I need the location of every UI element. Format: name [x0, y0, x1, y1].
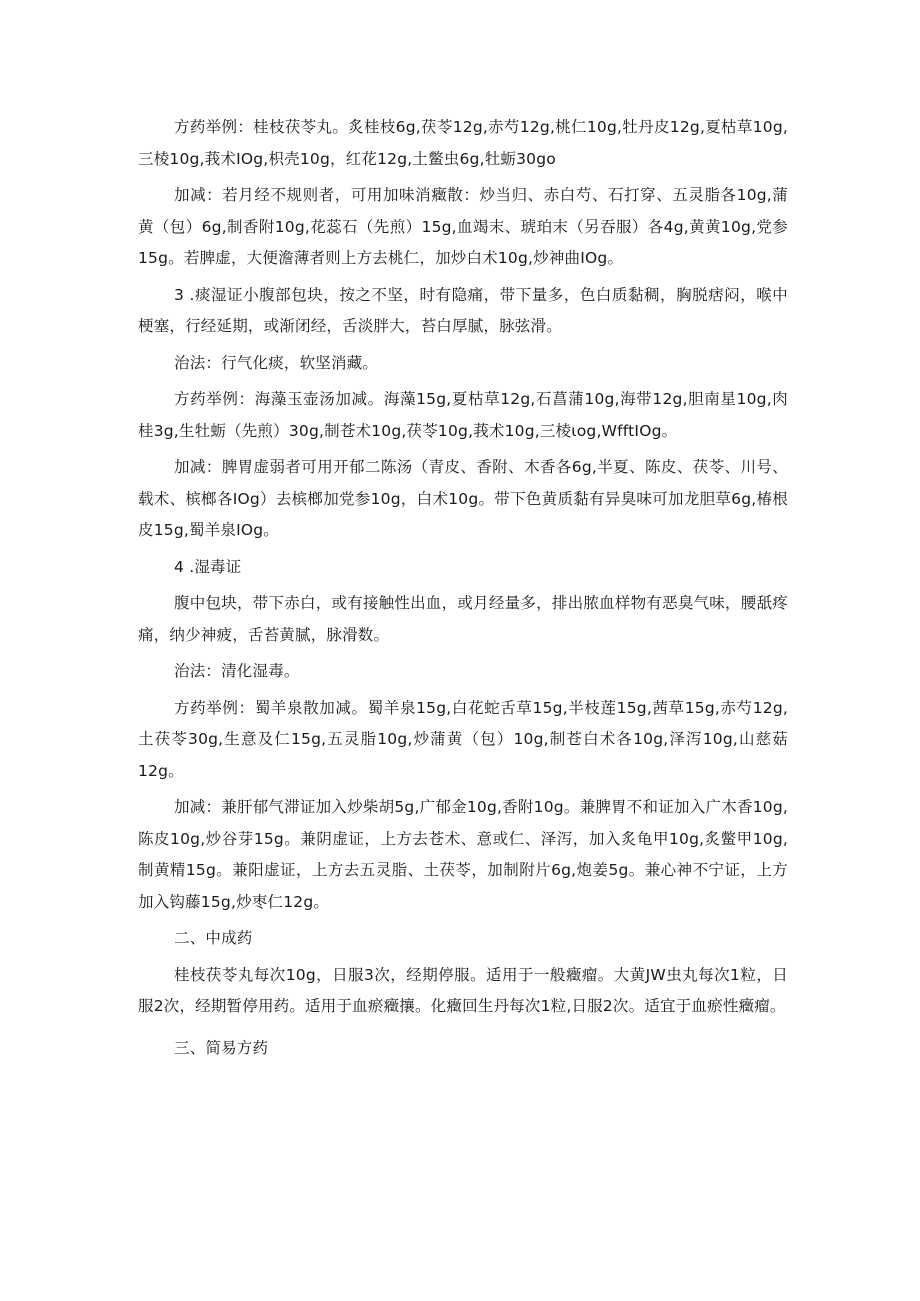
- section-heading-simple-formulas: 三、简易方药: [174, 1038, 269, 1057]
- paragraph-phlegm-damp-syndrome: 3 .痰湿证小腹部包块，按之不坚，时有隐痛，带下量多，色白质黏稠，胸脱痞闷，喉中梗塞，行经延期，或渐闭经，舌淡胖大，苔白厚腻，脉弦滑。: [138, 285, 788, 335]
- paragraph-modification-3: 加减：兼肝郁气滞证加入炒柴胡5g,广郁金10g,香附10g。兼脾胃不和证加入广木香10g,陈皮10g,炒谷芽15g。兼阴虚证，上方去苍术、意或仁、泽泻，加入炙龟甲10g,炙鳖甲10g,制黄精15g。兼阳虚证，上方去五灵脂、土茯苓，加制附片6g,炮姜5g。兼心神不宁证，上方加入钩藤15g,炒枣仁12g。: [138, 798, 788, 911]
- paragraph-treatment-method-1: 治法：行气化痰，软坚消藏。: [174, 353, 379, 372]
- paragraph-formula-example-2: 方药举例：海藻玉壶汤加减。海藻15g,夏枯草12g,石菖蒲10g,海带12g,胆南星10g,肉桂3g,生牡蛎（先煎）30g,制苍术10g,茯苓10g,莪术10g,三棱ιog,WfftIOg。: [138, 390, 788, 440]
- paragraph-damp-toxin-heading: 4 .湿毒证: [174, 557, 242, 576]
- paragraph-treatment-method-2: 治法：清化湿毒。: [174, 662, 300, 680]
- paragraph-damp-toxin-symptoms: 腹中包块，带下赤白，或有接触性出血，或月经量多，排出脓血样物有恶臭气味，腰舐疼痛，纳少神疲，舌苔黄腻，脉滑数。: [138, 594, 788, 644]
- paragraph-formula-example-1: 方药举例：桂枝茯苓丸。炙桂枝6g,茯苓12g,赤芍12g,桃仁10g,牡丹皮12g,夏枯草10g,三棱10g,莪术IOg,枳壳10g，红花12g,土鳖虫6g,牡蛎30go: [138, 118, 788, 168]
- paragraph-modification-2: 加减：脾胃虚弱者可用开郁二陈汤（青皮、香附、木香各6g,半夏、陈皮、茯苓、川号、载术、槟榔各IOg）去槟榔加党参10g，白术10g。带下色黄质黏有异臭味可加龙胆草6g,椿根皮15g,蜀羊泉IOg。: [138, 458, 788, 539]
- document-page: [138, 112, 788, 1064]
- section-heading-patent-medicine: 二、中成药: [174, 929, 253, 947]
- paragraph-patent-medicine: 桂枝茯苓丸每次10g，日服3次，经期停服。适用于一般癥瘤。大黄JW虫丸每次1粒，日服2次，经期暂停用药。适用于血瘀癥攘。化癥回生丹每次1粒,日服2次。适宜于血瘀性癥瘤。: [138, 965, 788, 1015]
- paragraph-formula-example-3: 方药举例：蜀羊泉散加减。蜀羊泉15g,白花蛇舌草15g,半枝莲15g,茜草15g,赤芍12g,土茯苓30g,生意及仁15g,五灵脂10g,炒蒲黄（包）10g,制苍白术各10g,泽泻10g,山慈菇12g。: [138, 698, 788, 780]
- paragraph-modification-1: 加减：若月经不规则者，可用加味消癥散：炒当归、赤白芍、石打穿、五灵脂各10g,蒲黄（包）6g,制香附10g,花蕊石（先煎）15g,血竭末、琥珀末（另吞服）各4g,黄黄10g,党参15g。若脾虚，大便澹薄者则上方去桃仁，加炒白术10g,炒神曲IOg。: [138, 186, 788, 267]
